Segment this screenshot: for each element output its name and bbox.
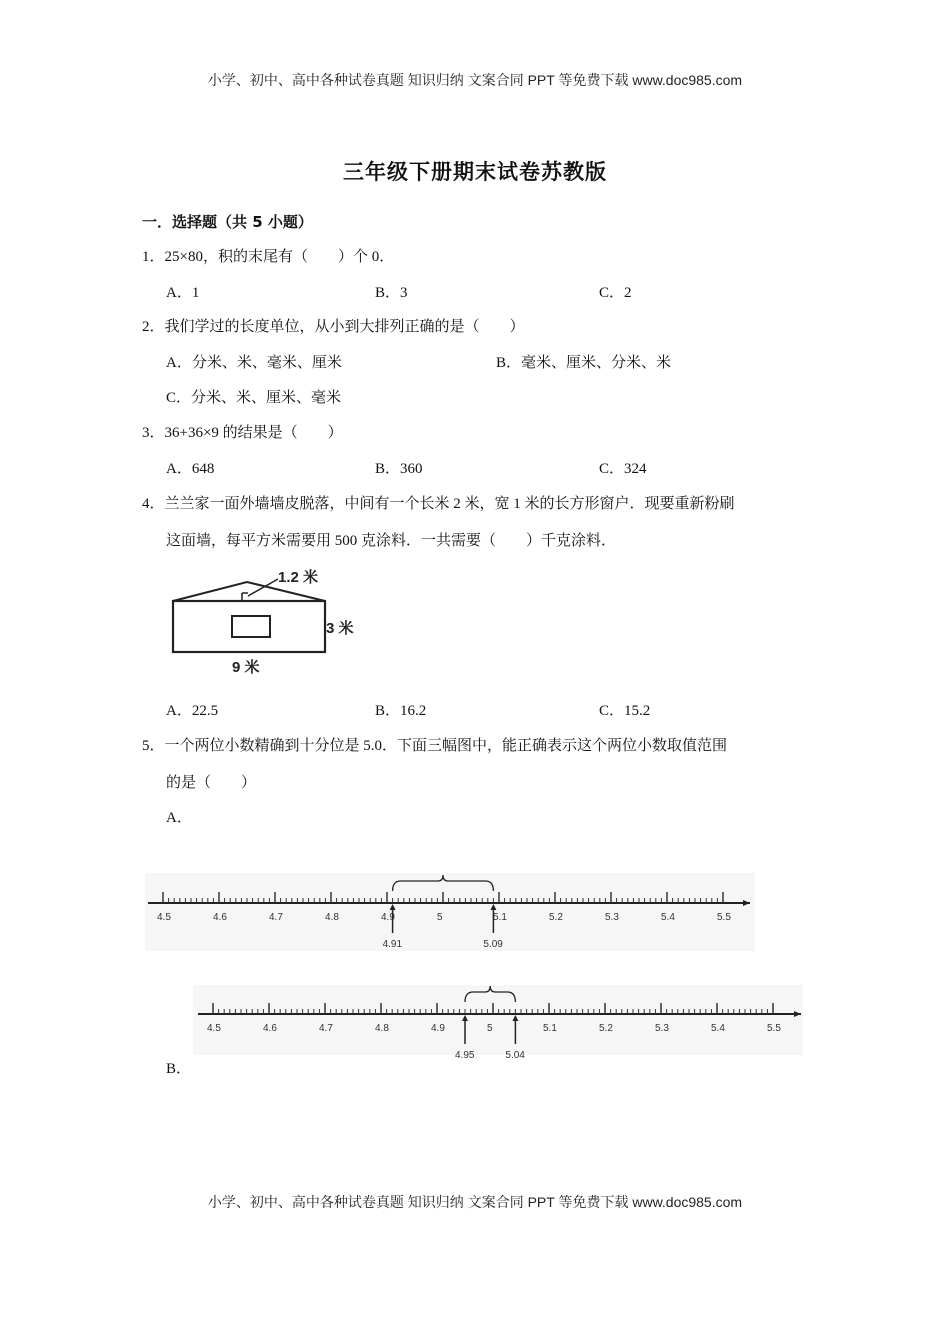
question-5-stem-line2: 的是（ ） [166, 775, 257, 791]
svg-text:5.4: 5.4 [661, 912, 675, 923]
question-3-option-b: B．360 [375, 461, 423, 477]
svg-text:4.8: 4.8 [375, 1023, 389, 1034]
svg-text:5.4: 5.4 [711, 1023, 725, 1034]
wall-height-label: 3 米 [326, 620, 354, 637]
question-5-option-b: B． [166, 1061, 192, 1077]
svg-text:4.9: 4.9 [381, 912, 395, 923]
question-2-option-b: B．毫米、厘米、分米、米 [496, 355, 672, 371]
number-line-a [145, 873, 755, 951]
svg-text:5.1: 5.1 [493, 912, 507, 923]
svg-text:5: 5 [437, 912, 443, 923]
svg-text:4.95: 4.95 [455, 1050, 475, 1061]
svg-text:5.1: 5.1 [543, 1023, 557, 1034]
svg-text:5.04: 5.04 [505, 1050, 525, 1061]
question-2-option-a: A．分米、米、毫米、厘米 [166, 355, 342, 371]
question-5-stem-line1: 5．一个两位小数精确到十分位是 5.0．下面三幅图中，能正确表示这个两位小数取值范围 [142, 738, 728, 754]
svg-text:4.91: 4.91 [382, 939, 403, 950]
svg-text:4.7: 4.7 [269, 912, 283, 923]
svg-text:4.7: 4.7 [319, 1023, 333, 1034]
section-heading: 一．选择题（共 5 小题） [142, 213, 313, 231]
question-4-option-b: B．16.2 [375, 703, 427, 719]
svg-text:5.3: 5.3 [655, 1023, 669, 1034]
question-1-option-c: C．2 [599, 285, 632, 301]
svg-text:5.2: 5.2 [549, 912, 563, 923]
question-4-option-c: C．15.2 [599, 703, 651, 719]
roof-height-label: 1.2 米 [278, 569, 319, 586]
wall-diagram [160, 560, 380, 690]
svg-text:5.3: 5.3 [605, 912, 619, 923]
question-2-stem: 2．我们学过的长度单位，从小到大排列正确的是（ ） [142, 319, 525, 335]
question-1-option-a: A．1 [166, 285, 200, 301]
svg-text:4.8: 4.8 [325, 912, 339, 923]
question-4-stem-line1: 4．兰兰家一面外墙墙皮脱落，中间有一个长米 2 米，宽 1 米的长方形窗户．现要重新粉刷 [142, 496, 735, 512]
question-3-option-c: C．324 [599, 461, 647, 477]
svg-text:4.6: 4.6 [263, 1023, 277, 1034]
wall-outline [173, 601, 325, 652]
page-footer: 小学、初中、高中各种试卷真题 知识归纳 文案合同 PPT 等免费下载 www.doc985.com [207, 1194, 743, 1210]
svg-text:4.5: 4.5 [157, 912, 171, 923]
page-header: 小学、初中、高中各种试卷真题 知识归纳 文案合同 PPT 等免费下载 www.doc985.com [207, 72, 743, 88]
question-3-option-a: A．648 [166, 461, 215, 477]
window-outline [232, 616, 270, 637]
svg-text:5.5: 5.5 [717, 912, 731, 923]
svg-text:5.5: 5.5 [767, 1023, 781, 1034]
number-line-b [193, 985, 803, 1061]
question-3-stem: 3．36+36×9 的结果是（ ） [142, 425, 343, 441]
question-5-option-a: A． [166, 810, 192, 826]
question-1-stem: 1．25×80，积的末尾有（ ）个 0． [142, 249, 395, 265]
wall-width-label: 9 米 [232, 659, 260, 676]
svg-text:4.6: 4.6 [213, 912, 227, 923]
question-2-option-c: C．分米、米、厘米、毫米 [166, 390, 342, 406]
question-1-option-b: B．3 [375, 285, 408, 301]
svg-text:4.9: 4.9 [431, 1023, 445, 1034]
svg-text:5.2: 5.2 [599, 1023, 613, 1034]
svg-text:5: 5 [487, 1023, 493, 1034]
question-4-option-a: A．22.5 [166, 703, 219, 719]
question-4-stem-line2: 这面墙，每平方米需要用 500 克涂料．一共需要（ ）千克涂料． [166, 533, 617, 549]
svg-text:4.5: 4.5 [207, 1023, 221, 1034]
page-title: 三年级下册期末试卷苏教版 [343, 160, 607, 184]
svg-text:5.09: 5.09 [483, 939, 503, 950]
